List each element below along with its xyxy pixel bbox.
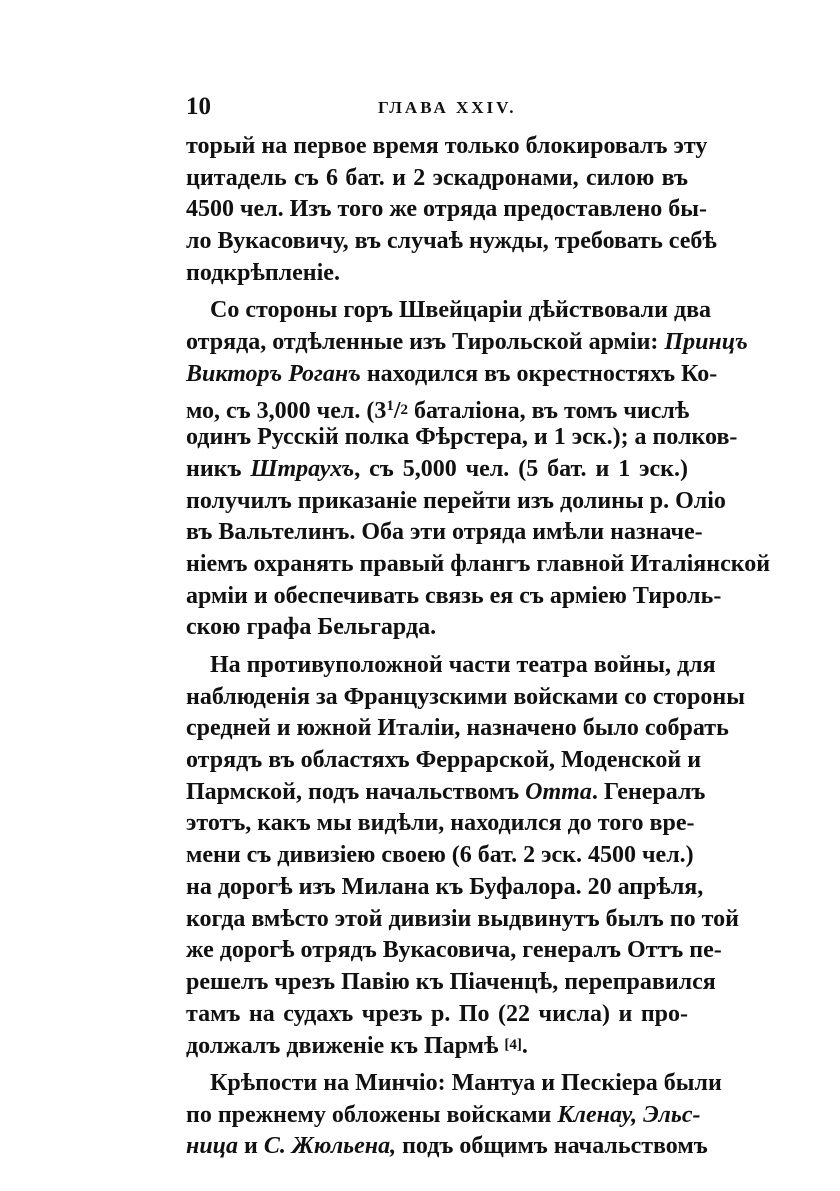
- page-number: 10: [186, 93, 211, 120]
- text-run: по прежнему обложены войсками: [186, 1101, 558, 1128]
- text-run: мо, съ 3,000 чел. (3: [186, 397, 387, 424]
- text-line: въ Вальтелинъ. Оба эти отряда имѣли назначе-: [186, 519, 703, 546]
- text-line: средней и южной Италіи, назначено было собрать: [186, 715, 729, 742]
- body-text: [186, 131, 771, 1163]
- text-line: получилъ приказаніе перейти изъ долины р. Оліо: [186, 487, 726, 514]
- text-line: [186, 327, 748, 359]
- text-line: скою графа Бельгарда.: [186, 614, 437, 641]
- text-run: никъ: [186, 455, 251, 482]
- text-line: одинъ Русскій полка Фѣрстера, и 1 эск.); а полков-: [186, 424, 738, 451]
- text-line: [186, 1131, 708, 1163]
- text-line: ніемъ охранять правый флангъ главной Италіянской: [186, 550, 771, 577]
- text-run: находился въ окрестностяхъ Ко-: [360, 360, 718, 387]
- italic-name: Кленау, Эльс-: [557, 1101, 701, 1128]
- text-line: подкрѣпленіе.: [186, 259, 340, 286]
- text-run: .: [521, 1033, 528, 1060]
- italic-name: С. Жюльена,: [263, 1133, 397, 1160]
- text-run: подъ общимъ начальствомъ: [396, 1133, 708, 1160]
- text-run: . Генералъ: [591, 778, 706, 805]
- text-line: [186, 359, 718, 391]
- italic-name: ница: [186, 1133, 239, 1160]
- text-run: , съ 5,000 чел. (5 бат. и 1 эск.): [354, 455, 688, 482]
- text-line: на дорогѣ изъ Милана къ Буфалора. 20 апрѣля,: [186, 873, 704, 900]
- fraction-slash: /: [393, 397, 401, 424]
- page-header: [186, 92, 688, 122]
- text-run: и: [238, 1133, 264, 1160]
- text-run: отряда, отдѣленные изъ Тирольской арміи:: [186, 329, 659, 356]
- text-line: решелъ чрезъ Павію къ Піаченцѣ, переправился: [186, 968, 716, 995]
- italic-name: Отта: [525, 778, 592, 805]
- text-line: цитадель съ 6 бат. и 2 эскадронами, силою въ: [186, 164, 688, 191]
- fraction-numerator: 1: [386, 397, 394, 414]
- text-line: тамъ на судахъ чрезъ р. По (22 числа) и про-: [186, 1000, 688, 1027]
- running-head: ГЛАВА XXIV.: [378, 98, 517, 117]
- text-line: же дорогѣ отрядъ Вукасовича, генералъ Оттъ пе-: [186, 937, 722, 964]
- text-line: На противуположной части театра войны, для: [210, 652, 716, 678]
- text-line: [186, 1100, 701, 1132]
- text-line: 4500 чел. Изъ того же отряда предоставлено бы-: [186, 196, 708, 223]
- text-line: ло Вукасовичу, въ случаѣ нужды, требовать себѣ: [186, 228, 717, 255]
- text-line: отрядъ въ областяхъ Феррарской, Моденской и: [186, 747, 702, 774]
- italic-name: Принцъ: [664, 329, 748, 356]
- text-line: [186, 391, 688, 423]
- text-line: этотъ, какъ мы видѣли, находился до того вре-: [186, 810, 695, 837]
- text-run: баталіона, въ томъ числѣ: [408, 397, 690, 424]
- text-line: арміи и обеспечивать связь ея съ арміею Тироль-: [186, 582, 722, 609]
- text-line: Со стороны горъ Швейцаріи дѣйствовали два: [210, 297, 712, 324]
- text-line: [186, 454, 688, 486]
- text-run: Пармской, подъ начальствомъ: [186, 778, 526, 805]
- text-line: наблюденія за Французскими войсками со стороны: [186, 683, 745, 710]
- text-line: [186, 777, 706, 809]
- text-line: когда вмѣсто этой дивизіи выдвинутъ былъ по той: [186, 905, 739, 932]
- text-line: торый на первое время только блокировалъ эту: [186, 133, 708, 159]
- text-line: мени съ дивизіею своею (6 бат. 2 эск. 4500 чел.): [186, 842, 694, 869]
- fraction-denominator: 2: [400, 401, 408, 418]
- footnote-reference: [4]: [504, 1037, 522, 1054]
- text-run: должалъ движеніе къ Пармѣ: [186, 1033, 505, 1060]
- italic-name: Викторъ Роганъ: [186, 360, 361, 387]
- text-line: Крѣпости на Минчіо: Мантуа и Пескіера были: [210, 1069, 722, 1096]
- italic-name: Штраухъ: [250, 455, 355, 482]
- text-line: [186, 1030, 688, 1062]
